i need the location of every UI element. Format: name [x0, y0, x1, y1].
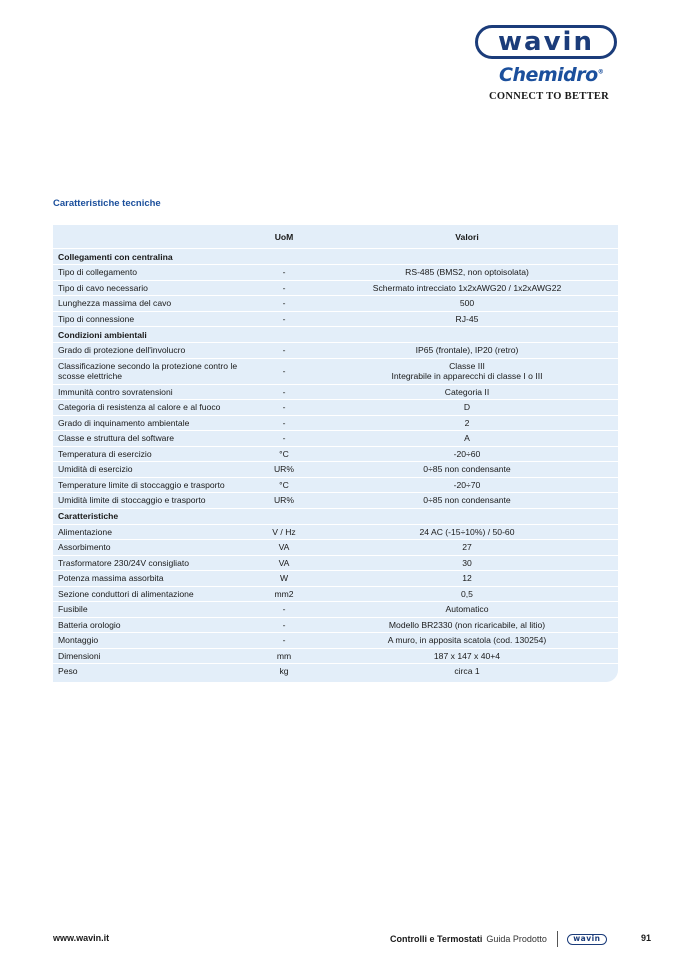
- row-value-line2: Integrabile in apparecchi di classe I o III: [391, 371, 543, 381]
- wavin-logo: [475, 25, 617, 59]
- row-uom: -: [282, 365, 286, 376]
- row-uom: V / Hz: [272, 526, 296, 537]
- footer-doc-title: Controlli e Termostati: [390, 934, 483, 944]
- row-value: Schermato intrecciato 1x2xAWG20 / 1x2xAWG22: [372, 282, 562, 293]
- row-value: 0÷85 non condensante: [423, 495, 511, 506]
- row-value: A muro, in apposita scatola (cod. 130254): [387, 635, 547, 646]
- row-value: Automatico: [445, 604, 489, 615]
- row-uom: VA: [278, 542, 290, 553]
- row-value: [316, 361, 618, 382]
- group-title: Condizioni ambientali: [58, 329, 147, 340]
- table-row: [53, 632, 618, 648]
- row-label: Tipo di collegamento: [58, 267, 137, 278]
- table-row: [53, 617, 618, 633]
- row-value: -20÷60: [453, 448, 481, 459]
- table-row: [53, 295, 618, 311]
- table-row: [53, 415, 618, 431]
- page-number: 91: [641, 933, 652, 943]
- table-row: [53, 264, 618, 280]
- row-label: Alimentazione: [58, 526, 112, 537]
- table-row: [53, 663, 618, 679]
- table-group-row: [53, 508, 618, 524]
- row-label: Lunghezza massima del cavo: [58, 298, 172, 309]
- row-uom: VA: [278, 557, 290, 568]
- wavin-logo-text: wavin: [498, 27, 594, 57]
- row-value: 187 x 147 x 40+4: [433, 650, 501, 661]
- header-uom: UoM: [274, 231, 294, 242]
- row-uom: -: [282, 313, 286, 324]
- footer-doc-type: Guida Prodotto: [486, 934, 547, 944]
- row-uom: UR%: [273, 464, 295, 475]
- row-uom: -: [282, 433, 286, 444]
- row-value: 12: [462, 573, 472, 584]
- row-value: 500: [459, 298, 475, 309]
- row-value: 30: [462, 557, 472, 568]
- tagline: CONNECT TO BETTER: [489, 91, 610, 102]
- footer-wavin-logo: [567, 934, 607, 945]
- specs-table: [53, 225, 618, 682]
- row-label: Dimensioni: [58, 650, 101, 661]
- table-row: [53, 477, 618, 493]
- row-value: 2: [464, 417, 470, 428]
- footer-divider: [557, 931, 558, 947]
- row-uom: -: [282, 619, 286, 630]
- table-row: [53, 539, 618, 555]
- table-row: [53, 570, 618, 586]
- row-value: circa 1: [454, 666, 480, 677]
- table-row: [53, 648, 618, 664]
- table-row: [53, 342, 618, 358]
- row-label: Grado di protezione dell'involucro: [58, 345, 186, 356]
- row-label: Umidità di esercizio: [58, 464, 133, 475]
- row-label: Immunità contro sovratensioni: [58, 386, 173, 397]
- row-uom: -: [282, 267, 286, 278]
- footer-wavin-logo-text: wavin: [573, 934, 601, 944]
- row-uom: -: [282, 402, 286, 413]
- row-label: Potenza massima assorbita: [58, 573, 164, 584]
- chemidro-logo: [499, 64, 603, 86]
- row-label: Trasformatore 230/24V consigliato: [58, 557, 190, 568]
- row-uom: mm2: [274, 588, 294, 599]
- row-label: Montaggio: [58, 635, 99, 646]
- table-row: [53, 280, 618, 296]
- row-label: Classe e struttura del software: [58, 433, 175, 444]
- table-row: [53, 311, 618, 327]
- row-uom: -: [282, 345, 286, 356]
- row-value: D: [463, 402, 471, 413]
- row-label: Tipo di cavo necessario: [58, 282, 148, 293]
- group-title: Caratteristiche: [58, 511, 119, 521]
- table-row: [53, 601, 618, 617]
- row-uom: UR%: [273, 495, 295, 506]
- table-header-row: [53, 225, 618, 248]
- row-uom: -: [282, 417, 286, 428]
- row-uom: -: [282, 604, 286, 615]
- row-value: RJ-45: [455, 313, 479, 324]
- row-value: IP65 (frontale), IP20 (retro): [415, 345, 519, 356]
- row-label: Sezione conduttori di alimentazione: [58, 588, 194, 599]
- header-values: Valori: [455, 231, 479, 242]
- footer-website: www.wavin.it: [53, 933, 110, 943]
- row-value: -20÷70: [453, 479, 481, 490]
- chemidro-logo-text: Chemidro: [499, 64, 598, 86]
- row-value: 27: [462, 542, 472, 553]
- table-row: [53, 586, 618, 602]
- table-row: [53, 524, 618, 540]
- row-label: Grado di inquinamento ambientale: [58, 417, 190, 428]
- row-uom: -: [282, 635, 286, 646]
- row-label: Umidità limite di stoccaggio e trasporto: [58, 495, 206, 506]
- row-value: A: [464, 433, 470, 444]
- row-label: Temperatura di esercizio: [58, 448, 152, 459]
- row-uom: -: [282, 298, 286, 309]
- row-value: RS-485 (BMS2, non optoisolata): [405, 267, 529, 278]
- row-label: Peso: [58, 666, 78, 677]
- row-uom: °C: [279, 448, 289, 459]
- group-title: Collegamenti con centralina: [58, 251, 173, 262]
- table-row: [53, 555, 618, 571]
- table-row: [53, 358, 618, 384]
- row-label: Fusibile: [58, 604, 88, 615]
- row-label: Categoria di resistenza al calore e al fuoco: [58, 402, 221, 413]
- row-value: 0÷85 non condensante: [423, 464, 511, 475]
- table-group-row: [53, 326, 618, 342]
- row-uom: mm: [276, 650, 292, 661]
- row-uom: -: [282, 386, 286, 397]
- row-value: 24 AC (-15÷10%) / 50-60: [419, 526, 515, 537]
- row-value: Modello BR2330 (non ricaricabile, al litio): [388, 619, 546, 630]
- row-label: Tipo di connessione: [58, 313, 135, 324]
- row-label: Classificazione secondo la protezione contro le scosse elettriche: [58, 360, 238, 381]
- table-row: [53, 430, 618, 446]
- section-title: Caratteristiche tecniche: [53, 198, 161, 209]
- registered-mark: ®: [597, 68, 604, 76]
- row-uom: -: [282, 282, 286, 293]
- row-value: Categoria II: [444, 386, 490, 397]
- table-row: [53, 399, 618, 415]
- table-group-row: [53, 248, 618, 264]
- row-value: 0,5: [461, 588, 473, 599]
- row-uom: °C: [279, 479, 289, 490]
- row-uom: W: [279, 573, 289, 584]
- row-label: Batteria orologio: [58, 619, 121, 630]
- row-label: Temperature limite di stoccaggio e trasporto: [58, 479, 225, 490]
- table-row: [53, 461, 618, 477]
- table-row: [53, 384, 618, 400]
- row-uom: kg: [279, 666, 289, 677]
- footer-doc-info: [390, 931, 607, 947]
- table-row: [53, 446, 618, 462]
- row-value-line1: Classe III: [449, 360, 485, 371]
- table-row: [53, 492, 618, 508]
- row-label: Assorbimento: [58, 542, 111, 553]
